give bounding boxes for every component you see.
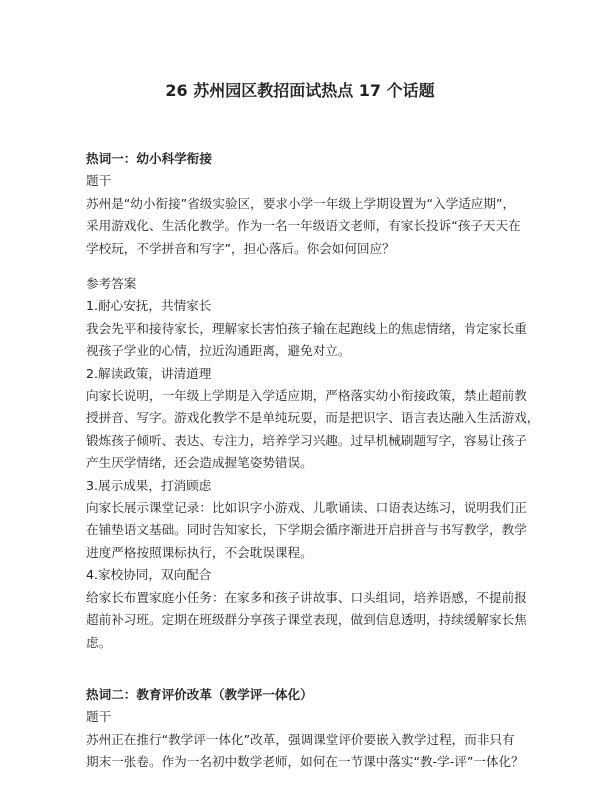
point2-title: 2.解读政策，讲清道理 [86, 365, 212, 381]
point4-line: 超前补习班。定期在班级群分享孩子课堂表现，做到信息透明，持续缓解家长焦 [86, 612, 527, 628]
point3-title: 3.展示成果，打消顾虑 [86, 477, 212, 493]
point2-line: 向家长说明，一年级上学期是入学适应期，严格落实幼小衔接政策，禁止超前教 [86, 388, 527, 404]
point2-line: 产生厌学情绪，还会造成握笔姿势错误。 [86, 455, 313, 471]
topic1-stem-line: 苏州是“幼小衔接”省级实验区，要求小学一年级上学期设置为“入学适应期”， [86, 195, 516, 211]
point3-line: 进度严格按照课标执行，不会耽误课程。 [86, 544, 313, 560]
point1-line: 我会先平和接待家长，理解家长害怕孩子输在起跑线上的焦虑情绪，肯定家长重 [86, 320, 527, 336]
point3-line: 向家长展示课堂记录：比如识字小游戏、儿歌诵读、口语表达练习，说明我们正 [86, 500, 527, 516]
document-title: 26 苏州园区教招面试热点 17 个话题 [165, 81, 435, 100]
topic1-stem [86, 193, 521, 260]
topic1-heading: 热词一：幼小科学衔接 [86, 151, 212, 166]
point3-line: 在铺垫语文基础。同时告知家长，下学期会循序渐进开启拼音与书写教学，教学 [86, 522, 527, 538]
topic1-stem-line: 学校玩，不学拼音和写字”，担心落后。你会如何回应？ [86, 240, 395, 256]
topic1-stem-line: 采用游戏化、生活化教学。作为一名一年级语文老师，有家长投诉“孩子天天在 [86, 218, 521, 234]
point1-body [86, 318, 527, 363]
topic1-answer [86, 273, 540, 654]
point4-line: 给家长布置家庭小任务：在家多和孩子讲故事、口头组词，培养语感，不提前报 [86, 589, 527, 605]
point2-line: 锻炼孩子倾听、表达、专注力，培养学习兴趣。过早机械刷题写字，容易让孩子 [86, 432, 527, 448]
answer-label: 参考答案 [86, 276, 137, 291]
topic1-section [86, 148, 521, 260]
point4-title: 4.家校协同，双向配合 [86, 567, 212, 583]
topic2-heading: 热词二：教育评价改革（教学评一体化） [86, 687, 313, 702]
topic2-section [86, 684, 524, 774]
topic1-stem-label: 题干 [86, 173, 112, 189]
topic2-stem-line: 苏州正在推行“教学评一体化”改革，强调课堂评价要嵌入教学过程，而非只有 [86, 731, 515, 747]
point2-line: 授拼音、写字。游戏化教学不是单纯玩耍，而是把识字、语言表达融入生活游戏， [86, 410, 540, 426]
topic2-stem-line: 期末一张卷。作为一名初中数学老师，如何在一节课中落实“教-学-评”一体化？ [86, 754, 524, 770]
topic2-stem-label: 题干 [86, 709, 112, 725]
point4-body [86, 587, 527, 654]
point3-body [86, 497, 527, 564]
point1-line: 视孩子学业的心情，拉近沟通距离，避免对立。 [86, 343, 351, 359]
point1-title: 1.耐心安抚，共情家长 [86, 298, 212, 314]
topic2-stem [86, 729, 524, 774]
point4-line: 虑。 [86, 634, 112, 650]
point2-body [86, 385, 540, 475]
